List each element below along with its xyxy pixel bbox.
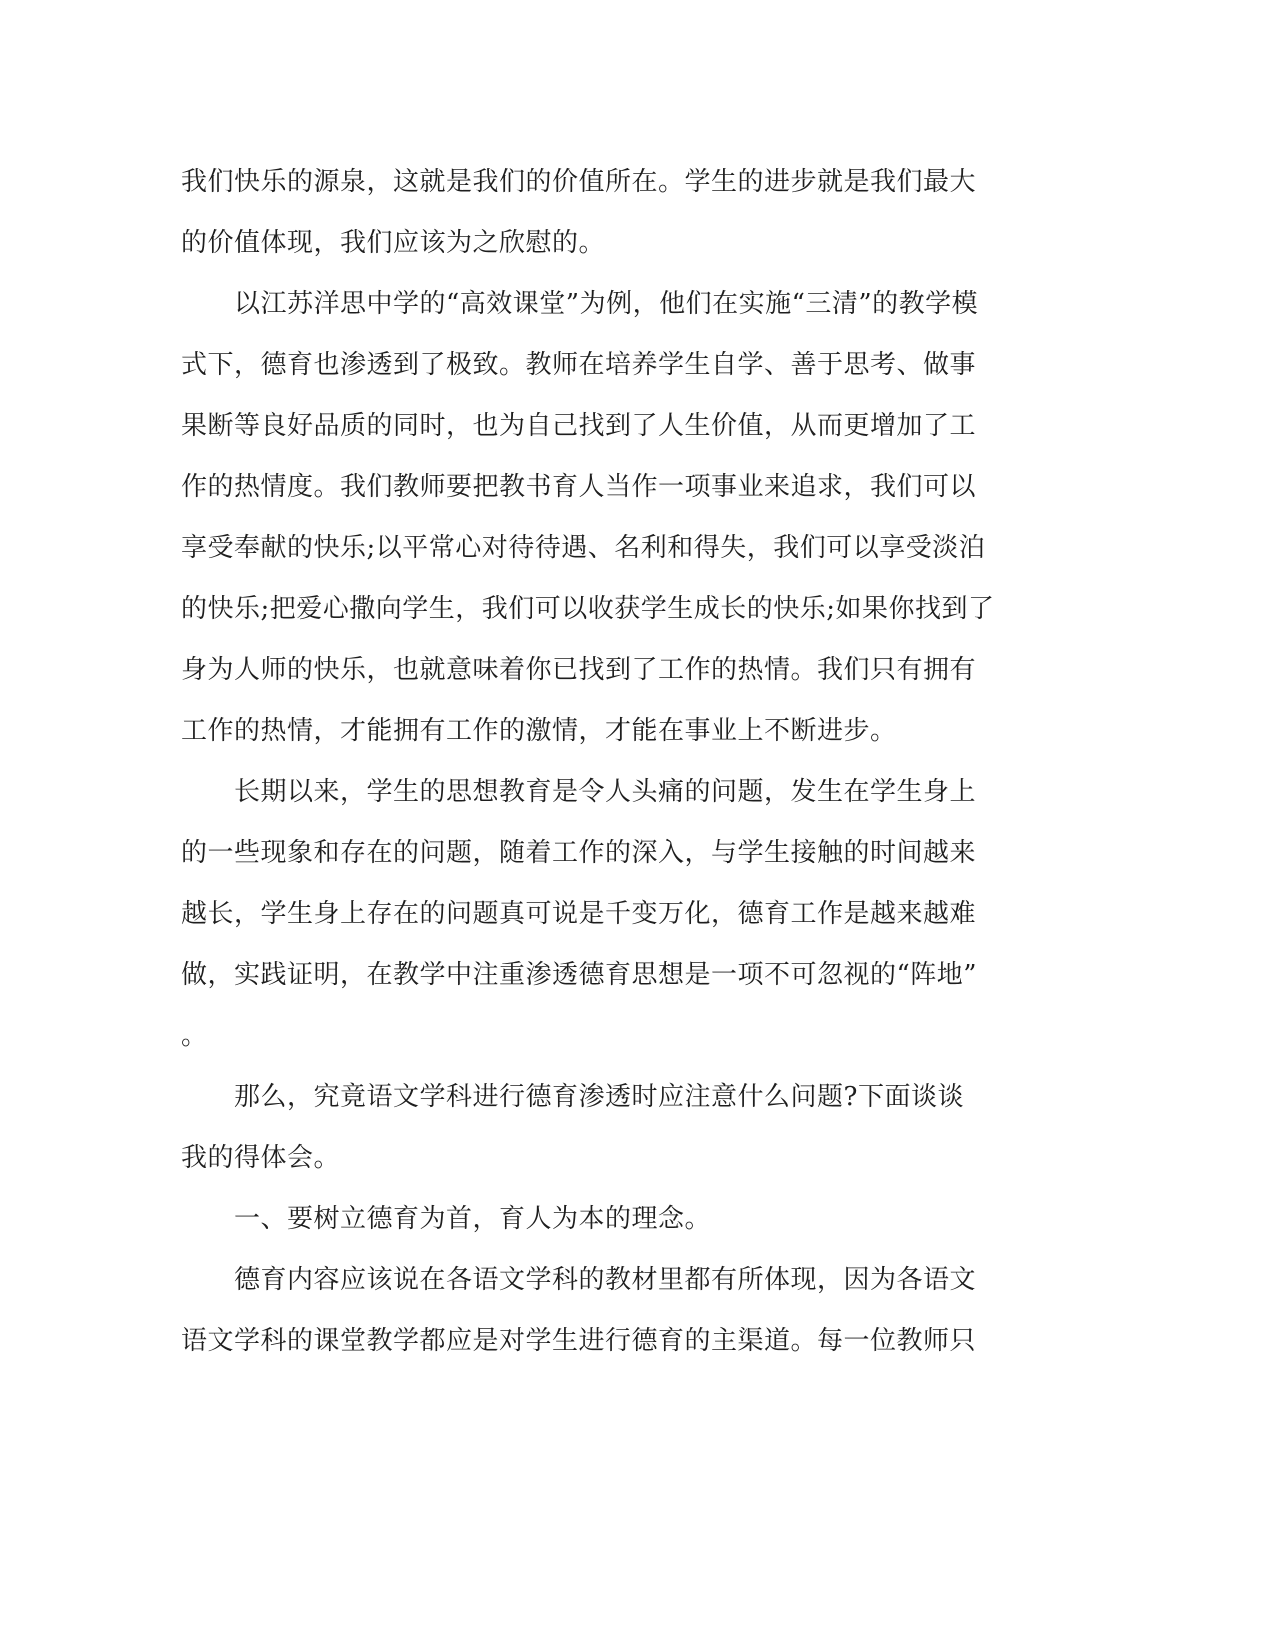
text-line: 的一些现象和存在的问题，随着工作的深入，与学生接触的时间越来	[181, 838, 977, 868]
text-line: 的价值体现，我们应该为之欣慰的。	[181, 228, 606, 258]
text-line: 越长，学生身上存在的问题真可说是千变万化，德育工作是越来越难	[181, 899, 977, 929]
text-line: 式下，德育也渗透到了极致。教师在培养学生自学、善于思考、做事	[181, 350, 977, 380]
text-line: 语文学科的课堂教学都应是对学生进行德育的主渠道。每一位教师只	[181, 1326, 977, 1356]
text-line: 我的得体会。	[181, 1143, 341, 1173]
text-line: 长期以来，学生的思想教育是令人头痛的问题，发生在学生身上	[181, 777, 977, 807]
text-line: 德育内容应该说在各语文学科的教材里都有所体现，因为各语文	[181, 1265, 977, 1295]
text-line: 我们快乐的源泉，这就是我们的价值所在。学生的进步就是我们最大	[181, 167, 977, 197]
text-line: 作的热情度。我们教师要把教书育人当作一项事业来追求，我们可以	[181, 472, 977, 502]
text-line: 。	[181, 1021, 208, 1051]
body-text	[181, 160, 1031, 1380]
text-line: 身为人师的快乐，也就意味着你已找到了工作的热情。我们只有拥有	[181, 655, 977, 685]
text-line: 工作的热情，才能拥有工作的激情，才能在事业上不断进步。	[181, 716, 897, 746]
text-line: 一、要树立德育为首，育人为本的理念。	[181, 1204, 712, 1234]
text-line: 享受奉献的快乐;以平常心对待待遇、名利和得失，我们可以享受淡泊	[181, 533, 986, 563]
text-line: 的快乐;把爱心撒向学生，我们可以收获学生成长的快乐;如果你找到了	[181, 594, 995, 624]
text-line: 果断等良好品质的同时，也为自己找到了人生价值，从而更增加了工	[181, 411, 977, 441]
text-line: 以江苏洋思中学的“高效课堂”为例，他们在实施“三清”的教学模	[181, 289, 979, 319]
text-line: 做，实践证明，在教学中注重渗透德育思想是一项不可忽视的“阵地”	[181, 960, 978, 990]
text-line: 那么，究竟语文学科进行德育渗透时应注意什么问题?下面谈谈	[181, 1082, 964, 1112]
